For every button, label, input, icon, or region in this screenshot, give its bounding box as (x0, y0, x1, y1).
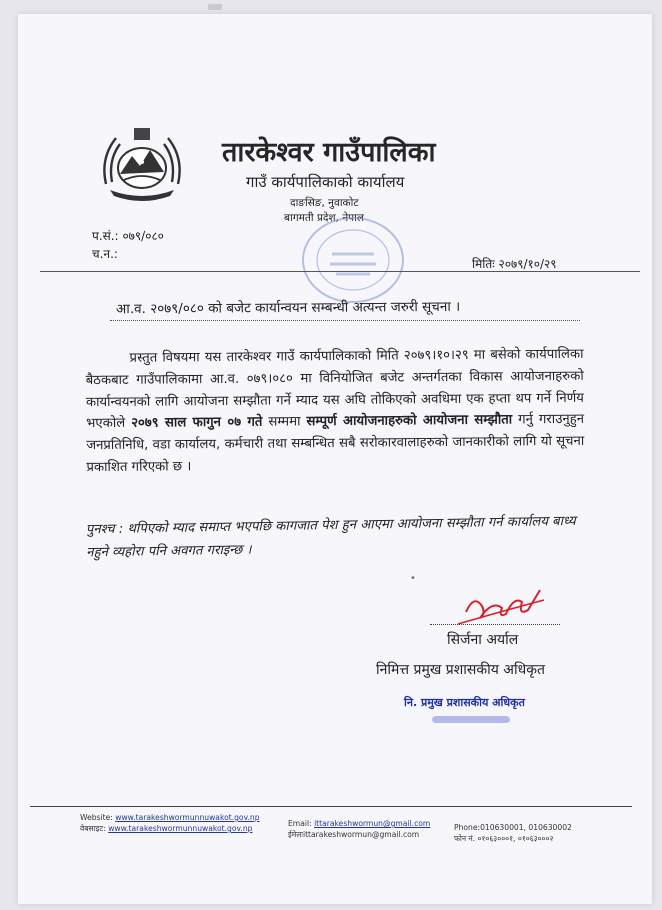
office-seal-icon (298, 212, 408, 308)
dispatch-number (92, 245, 118, 262)
email-label-np: ईमेलः (288, 830, 303, 839)
date-value: २०७९/१०/२९ (498, 257, 557, 271)
website-label-np: वेबसाइट: (80, 824, 106, 833)
email-label-en: Email: (288, 819, 312, 828)
reference-number (92, 227, 164, 244)
signatory-name: सिर्जना अर्याल (447, 632, 519, 648)
phone-value-np: ०१०६३०००१, ०१०६३०००२ (477, 834, 554, 843)
phone-label-en: Phone: (454, 823, 481, 832)
footer-email-np (288, 829, 419, 840)
nepal-emblem-icon (96, 122, 188, 202)
stamp-smudge (432, 716, 510, 723)
footer-email-en (288, 818, 430, 829)
footer-divider (30, 806, 632, 807)
website-label-en: Website: (80, 813, 113, 822)
body-text-2: सम्ममा (268, 414, 301, 430)
subject-underline (110, 320, 580, 321)
body-text-1: प्रस्तुत विषयमा यस तारकेश्वर गाउँ कार्यपालिकाको मिति २०७९।१०।२९ मा बसेको कार्यपालिका बैठकबाट गाउँपालिकामा आ.व. ०७९।०८० मा विनियोजित बजेट अन्तर्गतका विकास आयोजनाहरुको कार्यान्वयनको लागि आयोजना सम्झौता गर्ने म्याद यस अघि तोकिएको अवधिमा एक हप्ता थप गर्ने निर्णय भएकोले (85, 346, 584, 432)
address-line-1: दाङसिङ, नुवाकोट (290, 197, 359, 209)
footer-website-np (80, 823, 252, 834)
agreement-emphasis: सम्पूर्ण आयोजनाहरुको आयोजना सम्झौता (306, 412, 513, 430)
punch-mark (208, 4, 222, 10)
reference-label: प.सं.: (92, 229, 119, 243)
dispatch-label: च.न.: (92, 247, 118, 261)
reference-value: ०७९/०८० (122, 229, 164, 243)
footer-website-en (80, 812, 260, 823)
postscript: पुनश्च : थपिएको म्याद समाप्त भएपछि कागजात पेश हुन आएमा आयोजना सम्झौता गर्न कार्यालय बाध्य नहुने व्यहोरा पनि अवगत गराइन्छ । (85, 513, 576, 561)
designation-stamp: नि. प्रमुख प्रशासकीय अधिकृत (404, 696, 525, 709)
phone-label-np: फोन नं. (454, 834, 476, 843)
signature-mark (452, 584, 548, 634)
deadline-date: २०७९ साल फागुन ०७ गते (131, 415, 263, 432)
signatory-designation: निमित्त प्रमुख प्रशासकीय अधिकृत (376, 662, 545, 678)
notice-subject: आ.व. २०७९/०८० को बजेट कार्यान्वयन सम्बन्धी अत्यन्त जरुरी सूचना । (115, 298, 461, 318)
footer-phone-np (454, 833, 553, 844)
stray-mark: • (410, 573, 416, 584)
phone-value-en: 010630001, 010630002 (480, 823, 572, 832)
address-line-2: बागमती प्रदेश, नेपाल (284, 212, 364, 224)
body-text-3: गर्नु गराउनुहुन जनप्रतिनिधि, वडा कार्यालय, कर्मचारी तथा सम्बन्धित सबै सरोकारवालाहरुको जानकारीको लागि यो सूचना प्रकाशित गरिएको छ । (86, 412, 585, 476)
footer-phone-en (454, 822, 572, 833)
date-label: मितिः (472, 257, 495, 271)
header-divider (40, 271, 640, 272)
notice-body (85, 344, 584, 479)
website-link[interactable]: www.tarakeshwormunnuwakot.gov.np (115, 813, 260, 822)
signature-line (430, 624, 560, 625)
email-link[interactable]: ittarakeshwormun@gmail.com (314, 819, 431, 828)
email-text-np: ittarakeshwormun@gmail.com (302, 830, 420, 839)
website-link-np[interactable]: www.tarakeshwormunnuwakot.gov.np (108, 824, 253, 833)
office-name: गाउँ कार्यपालिकाको कार्यालय (246, 173, 405, 191)
organization-name: तारकेश्वर गाउँपालिका (222, 137, 436, 168)
letter-date (472, 255, 557, 272)
